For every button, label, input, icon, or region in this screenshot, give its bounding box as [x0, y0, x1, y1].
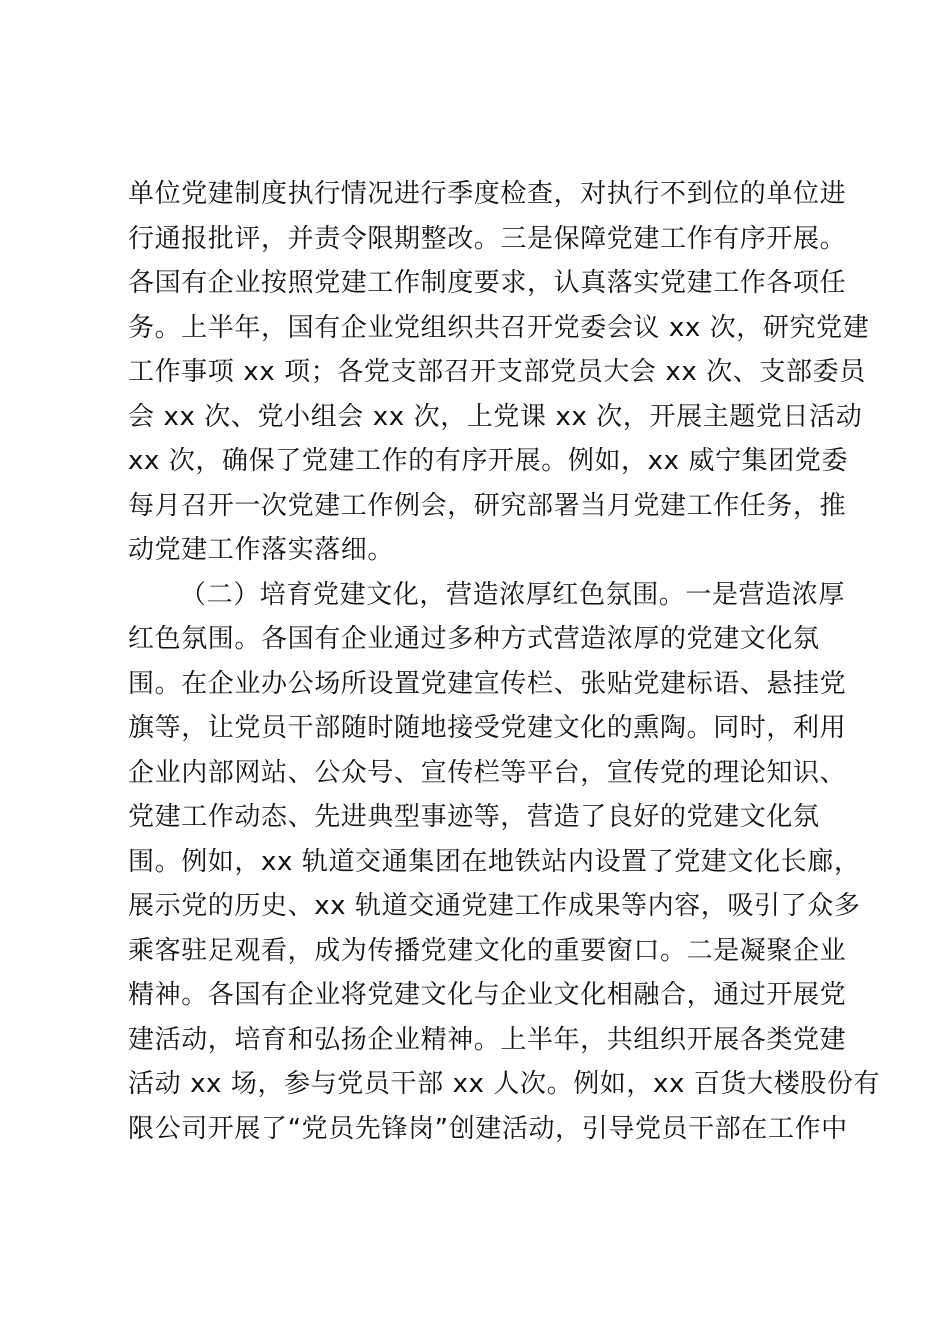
text-line: 展示党的历史、xx 轨道交通党建工作成果等内容，吸引了众多: [128, 891, 861, 921]
text-line: 企业内部网站、公众号、宣传栏等平台，宣传党的理论知识、: [128, 757, 847, 788]
text-line: 会 xx 次、党小组会 xx 次，上党课 xx 次，开展主题党日活动: [128, 401, 863, 432]
text-line: 旗等，让党员干部随时随地接受党建文化的熏陶。同时，利用: [128, 713, 847, 743]
text-line: 乘客驻足观看，成为传播党建文化的重要窗口。二是凝聚企业: [128, 935, 847, 966]
body-text: [128, 172, 881, 1151]
text-line: 务。上半年，国有企业党组织共召开党委会议 xx 次，研究党建: [128, 312, 870, 343]
text-line: xx 次，确保了党建工作的有序开展。例如，xx 威宁集团党委: [128, 446, 849, 476]
text-line: 动党建工作落实落细。: [128, 535, 395, 565]
text-line: 每月召开一次党建工作例会，研究部署当月党建工作任务，推: [128, 490, 847, 521]
text-line: 限公司开展了“党员先锋岗”创建活动，引导党员干部在工作中: [128, 1113, 848, 1144]
text-line: 行通报批评，并责令限期整改。三是保障党建工作有序开展。: [128, 223, 847, 254]
text-line: 围。在企业办公场所设置党建宣传栏、张贴党建标语、悬挂党: [128, 668, 847, 699]
text-line: 工作事项 xx 项；各党支部召开支部党员大会 xx 次、支部委员: [128, 357, 866, 387]
text-line: 红色氛围。各国有企业通过多种方式营造浓厚的党建文化氛: [128, 624, 820, 654]
section-heading-line: （二）培育党建文化，营造浓厚红色氛围。一是营造浓厚: [180, 579, 846, 610]
text-line: 单位党建制度执行情况进行季度检查，对执行不到位的单位进: [128, 179, 847, 209]
text-line: 各国有企业按照党建工作制度要求，认真落实党建工作各项任: [128, 268, 847, 298]
text-line: 活动 xx 场，参与党员干部 xx 人次。例如，xx 百货大楼股份有: [128, 1069, 881, 1099]
text-line: 党建工作动态、先进典型事迹等，营造了良好的党建文化氛: [128, 802, 820, 832]
text-line: 围。例如，xx 轨道交通集团在地铁站内设置了党建文化长廊，: [128, 846, 861, 877]
text-line: 精神。各国有企业将党建文化与企业文化相融合，通过开展党: [128, 980, 847, 1010]
text-line: 建活动，培育和弘扬企业精神。上半年，共组织开展各类党建: [128, 1024, 847, 1055]
